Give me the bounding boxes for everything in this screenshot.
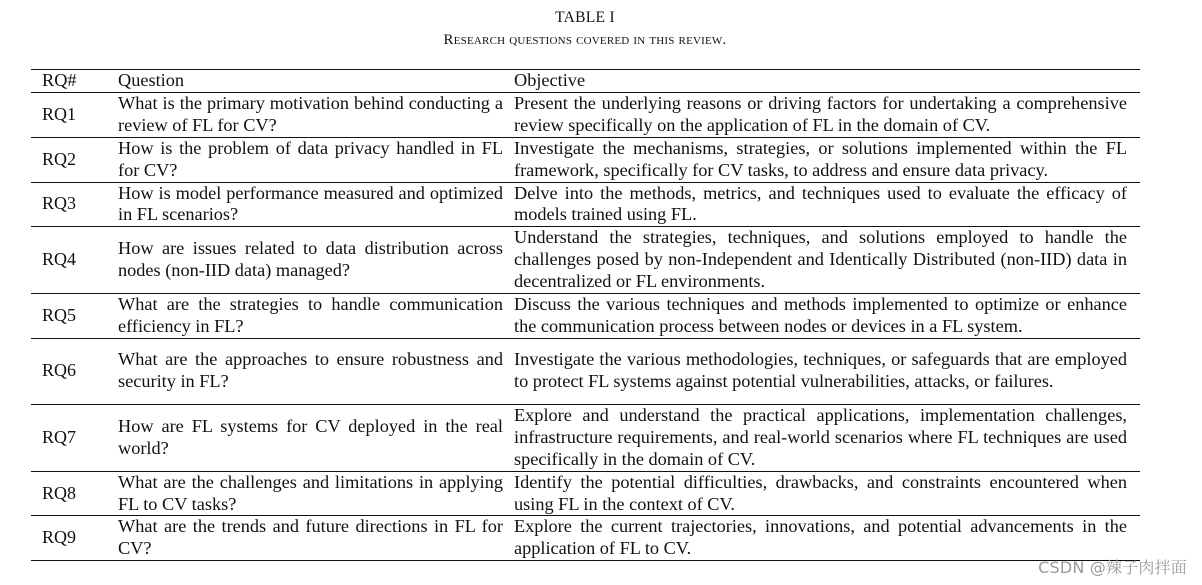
header-objective: Objective <box>514 70 586 90</box>
question-cell: How is model performance measured and optimized in FL scenarios? <box>118 182 503 225</box>
question-cell: What are the challenges and limitations in applying FL to CV tasks? <box>118 471 503 514</box>
objective-cell: Investigate the various methodologies, techniques, or safeguards that are employed to protect FL systems against potential vulnerabilities, attacks, or failures. <box>514 349 1127 392</box>
table-row <box>31 471 1140 516</box>
rq-id-cell: RQ1 <box>42 103 77 124</box>
table-header <box>31 70 1140 93</box>
table-row <box>31 92 1140 137</box>
rq-id-cell: RQ4 <box>42 249 77 270</box>
table-number: TABLE I <box>555 9 615 26</box>
question-cell: What are the strategies to handle communication efficiency in FL? <box>118 294 503 336</box>
objective-cell: Identify the potential difficulties, drawbacks, and constraints encountered when using FL in the context of CV. <box>514 471 1127 514</box>
table-title: Research questions covered in this review. <box>443 32 727 48</box>
rq-id-cell: RQ5 <box>42 305 77 326</box>
question-cell: How are FL systems for CV deployed in the real world? <box>118 415 503 458</box>
research-questions-table-container <box>31 69 1140 561</box>
table-row <box>31 294 1140 339</box>
table-row <box>31 227 1140 294</box>
question-cell: What is the primary motivation behind conducting a review of FL for CV? <box>118 92 503 135</box>
header-question: Question <box>118 70 185 90</box>
rq-id-cell: RQ9 <box>42 527 77 548</box>
table-row <box>31 338 1140 404</box>
table-row <box>31 137 1140 182</box>
rq-id-cell: RQ3 <box>42 193 77 214</box>
research-questions-table <box>31 69 1140 561</box>
question-cell: What are the trends and future directions in FL for CV? <box>118 516 503 559</box>
rq-id-cell: RQ6 <box>42 360 77 381</box>
objective-cell: Explore the current trajectories, innovations, and potential advancements in the application of FL to CV. <box>514 516 1127 559</box>
table-row <box>31 516 1140 561</box>
watermark: CSDN @辣子肉拌面 <box>1038 558 1187 577</box>
objective-cell: Explore and understand the practical applications, implementation challenges, infrastructure requirements, and real-world scenarios where FL techniques are used specifically in the domain of CV. <box>514 404 1127 469</box>
table-row <box>31 404 1140 471</box>
objective-cell: Delve into the methods, metrics, and techniques used to evaluate the efficacy of models trained using FL. <box>514 182 1127 225</box>
rq-id-cell: RQ2 <box>42 148 77 169</box>
objective-cell: Investigate the mechanisms, strategies, or solutions implemented within the FL framework, specifically for CV tasks, to address and ensure data privacy. <box>514 137 1127 180</box>
question-cell: How is the problem of data privacy handled in FL for CV? <box>118 137 503 180</box>
table-body <box>31 92 1140 560</box>
rq-id-cell: RQ8 <box>42 482 77 503</box>
question-cell: How are issues related to data distribution across nodes (non-IID data) managed? <box>118 238 503 281</box>
header-rq-id: RQ# <box>42 70 77 90</box>
header-row <box>31 70 1140 93</box>
objective-cell: Present the underlying reasons or driving factors for undertaking a comprehensive review specifically on the application of FL in the domain of CV. <box>514 92 1127 135</box>
objective-cell: Understand the strategies, techniques, and solutions employed to handle the challenges posed by non-Independent and Identically Distributed (non-IID) data in decentralized or FL environments. <box>514 227 1127 292</box>
question-cell: What are the approaches to ensure robustness and security in FL? <box>118 349 503 392</box>
objective-cell: Discuss the various techniques and methods implemented to optimize or enhance the communication process between nodes or devices in a FL system. <box>514 294 1127 336</box>
table-row <box>31 182 1140 227</box>
rq-id-cell: RQ7 <box>42 426 77 447</box>
